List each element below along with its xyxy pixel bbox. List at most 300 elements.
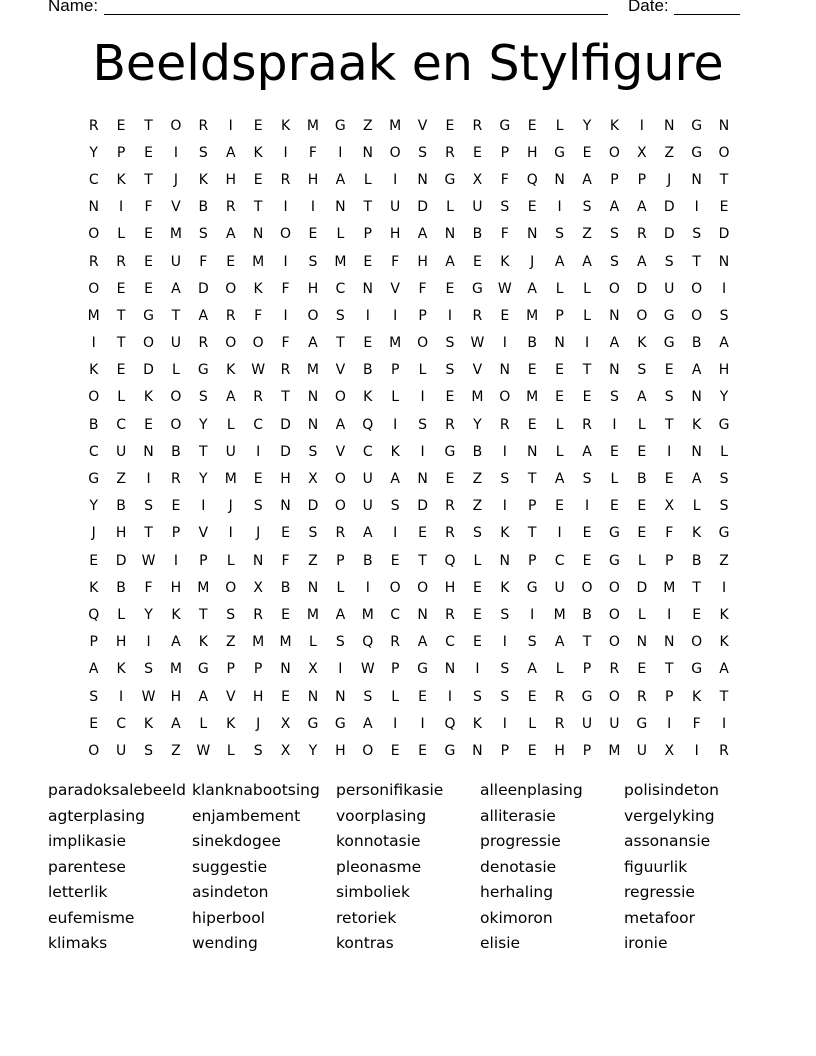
grid-letter[interactable]: K: [116, 661, 126, 678]
grid-letter[interactable]: I: [530, 606, 535, 623]
grid-letter[interactable]: G: [608, 552, 620, 569]
grid-letter[interactable]: U: [581, 715, 593, 732]
grid-letter[interactable]: O: [389, 579, 401, 596]
grid-letter[interactable]: S: [198, 389, 208, 406]
grid-letter[interactable]: I: [667, 715, 672, 732]
grid-letter[interactable]: E: [253, 471, 263, 488]
grid-letter[interactable]: I: [502, 498, 507, 515]
grid-letter[interactable]: H: [115, 634, 127, 651]
grid-letter[interactable]: L: [555, 416, 564, 433]
grid-letter[interactable]: I: [639, 117, 644, 134]
grid-letter[interactable]: M: [252, 634, 265, 651]
grid-letter[interactable]: T: [144, 525, 153, 542]
grid-letter[interactable]: S: [555, 226, 565, 243]
grid-letter[interactable]: Y: [144, 606, 153, 623]
grid-letter[interactable]: F: [418, 280, 427, 297]
grid-letter[interactable]: I: [283, 144, 288, 161]
grid-letter[interactable]: P: [637, 171, 647, 188]
grid-letter[interactable]: N: [554, 335, 565, 352]
grid-letter[interactable]: O: [225, 280, 237, 297]
date-field[interactable]: [674, 0, 740, 15]
grid-letter[interactable]: O: [334, 498, 346, 515]
grid-letter[interactable]: O: [88, 742, 100, 759]
grid-letter[interactable]: N: [362, 144, 373, 161]
grid-letter[interactable]: F: [254, 307, 263, 324]
grid-letter[interactable]: E: [527, 416, 537, 433]
grid-letter[interactable]: K: [226, 362, 236, 379]
grid-letter[interactable]: C: [253, 416, 264, 433]
grid-letter[interactable]: O: [608, 688, 620, 705]
grid-letter[interactable]: G: [608, 525, 620, 542]
grid-letter[interactable]: R: [636, 688, 647, 705]
grid-letter[interactable]: A: [171, 715, 181, 732]
grid-letter[interactable]: P: [582, 661, 592, 678]
grid-letter[interactable]: C: [116, 416, 126, 433]
grid-letter[interactable]: E: [281, 606, 290, 623]
grid-letter[interactable]: A: [582, 443, 592, 460]
grid-letter[interactable]: A: [225, 389, 236, 406]
name-field[interactable]: [104, 0, 608, 15]
grid-letter[interactable]: P: [418, 307, 427, 324]
grid-letter[interactable]: I: [338, 661, 343, 678]
grid-letter[interactable]: F: [665, 525, 674, 542]
grid-letter[interactable]: E: [226, 253, 236, 270]
grid-letter[interactable]: O: [417, 335, 429, 352]
grid-letter[interactable]: C: [390, 606, 401, 623]
grid-letter[interactable]: E: [555, 362, 565, 379]
grid-letter[interactable]: G: [88, 471, 100, 488]
grid-letter[interactable]: D: [636, 280, 648, 297]
grid-letter[interactable]: M: [334, 253, 347, 270]
grid-letter[interactable]: N: [636, 634, 648, 651]
grid-letter[interactable]: N: [554, 171, 565, 188]
grid-letter[interactable]: L: [117, 389, 126, 406]
grid-letter[interactable]: O: [170, 389, 182, 406]
grid-letter[interactable]: E: [664, 362, 674, 379]
grid-letter[interactable]: Z: [719, 552, 729, 569]
grid-letter[interactable]: K: [198, 171, 208, 188]
grid-letter[interactable]: S: [144, 498, 153, 515]
grid-letter[interactable]: M: [361, 606, 374, 623]
grid-letter[interactable]: K: [692, 416, 702, 433]
grid-letter[interactable]: M: [169, 226, 182, 243]
grid-letter[interactable]: A: [637, 253, 647, 270]
grid-letter[interactable]: E: [582, 144, 592, 161]
grid-letter[interactable]: T: [582, 634, 592, 651]
grid-letter[interactable]: A: [582, 171, 592, 188]
grid-letter[interactable]: I: [256, 443, 261, 460]
grid-letter[interactable]: K: [253, 144, 263, 161]
grid-letter[interactable]: K: [500, 253, 510, 270]
grid-letter[interactable]: V: [171, 199, 181, 216]
grid-letter[interactable]: I: [420, 715, 425, 732]
grid-letter[interactable]: A: [691, 362, 702, 379]
grid-letter[interactable]: N: [526, 443, 538, 460]
grid-letter[interactable]: O: [362, 742, 374, 759]
grid-letter[interactable]: D: [417, 498, 428, 515]
grid-letter[interactable]: B: [198, 199, 209, 216]
grid-letter[interactable]: E: [253, 117, 263, 134]
grid-letter[interactable]: L: [555, 443, 564, 460]
grid-letter[interactable]: E: [281, 688, 290, 705]
grid-letter[interactable]: M: [663, 579, 676, 596]
grid-letter[interactable]: E: [472, 634, 482, 651]
grid-letter[interactable]: A: [417, 634, 428, 651]
grid-letter[interactable]: S: [500, 688, 510, 705]
grid-letter[interactable]: V: [225, 688, 236, 705]
grid-letter[interactable]: B: [362, 552, 373, 569]
grid-letter[interactable]: D: [307, 498, 319, 515]
grid-letter[interactable]: P: [665, 688, 674, 705]
grid-letter[interactable]: R: [116, 253, 126, 270]
grid-letter[interactable]: S: [335, 307, 345, 324]
grid-letter[interactable]: Y: [199, 416, 208, 433]
grid-letter[interactable]: A: [582, 253, 592, 270]
grid-letter[interactable]: A: [719, 661, 729, 678]
grid-letter[interactable]: I: [420, 389, 425, 406]
grid-letter[interactable]: F: [500, 226, 509, 243]
grid-letter[interactable]: C: [554, 552, 565, 569]
grid-letter[interactable]: N: [444, 226, 456, 243]
grid-letter[interactable]: Z: [582, 226, 592, 243]
grid-letter[interactable]: V: [335, 443, 346, 460]
grid-letter[interactable]: Z: [116, 471, 126, 488]
grid-letter[interactable]: A: [527, 280, 537, 297]
grid-letter[interactable]: S: [198, 226, 208, 243]
grid-letter[interactable]: P: [500, 742, 510, 759]
grid-letter[interactable]: F: [308, 144, 317, 161]
grid-letter[interactable]: I: [91, 335, 96, 352]
grid-letter[interactable]: L: [473, 552, 482, 569]
grid-letter[interactable]: R: [171, 471, 181, 488]
grid-letter[interactable]: A: [362, 525, 373, 542]
grid-letter[interactable]: H: [115, 525, 127, 542]
grid-letter[interactable]: H: [335, 742, 346, 759]
grid-letter[interactable]: F: [500, 171, 509, 188]
grid-letter[interactable]: M: [471, 389, 484, 406]
grid-letter[interactable]: S: [308, 525, 318, 542]
grid-letter[interactable]: O: [718, 144, 730, 161]
grid-letter[interactable]: V: [198, 525, 209, 542]
grid-letter[interactable]: O: [581, 579, 593, 596]
grid-letter[interactable]: G: [444, 443, 456, 460]
grid-letter[interactable]: T: [664, 416, 674, 433]
grid-letter[interactable]: Y: [719, 389, 729, 406]
grid-letter[interactable]: A: [362, 715, 373, 732]
grid-letter[interactable]: T: [144, 117, 153, 134]
grid-letter[interactable]: Y: [308, 742, 318, 759]
grid-letter[interactable]: I: [310, 199, 316, 216]
grid-letter[interactable]: E: [609, 498, 619, 515]
grid-letter[interactable]: G: [718, 416, 730, 433]
grid-letter[interactable]: S: [418, 144, 428, 161]
grid-letter[interactable]: J: [530, 253, 535, 270]
grid-letter[interactable]: A: [527, 661, 537, 678]
grid-letter[interactable]: S: [609, 253, 619, 270]
grid-letter[interactable]: P: [253, 661, 263, 678]
grid-letter[interactable]: S: [253, 742, 263, 759]
grid-letter[interactable]: I: [475, 661, 480, 678]
grid-letter[interactable]: A: [417, 226, 428, 243]
grid-letter[interactable]: C: [335, 280, 346, 297]
grid-letter[interactable]: P: [500, 144, 510, 161]
grid-letter[interactable]: U: [390, 199, 401, 216]
grid-letter[interactable]: S: [664, 253, 674, 270]
grid-letter[interactable]: B: [637, 471, 647, 488]
grid-letter[interactable]: R: [253, 606, 263, 623]
grid-letter[interactable]: N: [718, 117, 730, 134]
grid-letter[interactable]: S: [198, 144, 208, 161]
grid-letter[interactable]: D: [197, 280, 209, 297]
grid-letter[interactable]: T: [692, 253, 701, 270]
grid-letter[interactable]: N: [499, 552, 511, 569]
grid-letter[interactable]: E: [308, 226, 318, 243]
grid-letter[interactable]: E: [472, 606, 482, 623]
grid-letter[interactable]: H: [280, 471, 291, 488]
grid-letter[interactable]: V: [390, 280, 400, 297]
grid-letter[interactable]: L: [309, 634, 317, 651]
grid-letter[interactable]: H: [225, 171, 236, 188]
grid-letter[interactable]: T: [363, 199, 373, 216]
grid-letter[interactable]: W: [497, 280, 512, 297]
grid-letter[interactable]: X: [637, 144, 647, 161]
grid-letter[interactable]: L: [391, 389, 400, 406]
grid-letter[interactable]: N: [417, 606, 428, 623]
grid-letter[interactable]: G: [444, 742, 456, 759]
grid-letter[interactable]: G: [691, 144, 703, 161]
grid-letter[interactable]: M: [526, 307, 539, 324]
grid-letter[interactable]: T: [281, 389, 290, 406]
grid-letter[interactable]: K: [500, 525, 510, 542]
grid-letter[interactable]: A: [198, 307, 209, 324]
grid-letter[interactable]: E: [637, 498, 647, 515]
grid-letter[interactable]: I: [584, 335, 590, 352]
grid-letter[interactable]: O: [307, 307, 319, 324]
grid-letter[interactable]: N: [252, 226, 264, 243]
grid-letter[interactable]: M: [87, 307, 100, 324]
grid-letter[interactable]: D: [417, 199, 428, 216]
grid-letter[interactable]: O: [88, 226, 100, 243]
grid-letter[interactable]: N: [691, 389, 702, 406]
grid-letter[interactable]: K: [171, 606, 181, 623]
grid-letter[interactable]: P: [336, 552, 345, 569]
grid-letter[interactable]: K: [226, 715, 236, 732]
grid-letter[interactable]: L: [336, 579, 345, 596]
grid-letter[interactable]: S: [500, 199, 510, 216]
grid-letter[interactable]: P: [116, 144, 126, 161]
grid-letter[interactable]: C: [88, 443, 99, 460]
grid-letter[interactable]: W: [141, 688, 156, 705]
grid-letter[interactable]: N: [691, 443, 702, 460]
grid-letter[interactable]: A: [691, 471, 702, 488]
grid-letter[interactable]: S: [664, 389, 674, 406]
grid-letter[interactable]: G: [718, 525, 730, 542]
grid-letter[interactable]: T: [336, 335, 345, 352]
grid-letter[interactable]: G: [663, 307, 675, 324]
grid-letter[interactable]: G: [526, 579, 538, 596]
grid-letter[interactable]: P: [390, 661, 400, 678]
grid-letter[interactable]: T: [527, 525, 537, 542]
grid-letter[interactable]: E: [555, 389, 565, 406]
grid-letter[interactable]: E: [89, 715, 99, 732]
grid-letter[interactable]: A: [198, 688, 209, 705]
grid-letter[interactable]: E: [445, 280, 455, 297]
grid-letter[interactable]: K: [390, 443, 400, 460]
grid-letter[interactable]: S: [500, 606, 510, 623]
grid-letter[interactable]: G: [554, 144, 566, 161]
grid-letter[interactable]: A: [554, 253, 565, 270]
grid-letter[interactable]: T: [719, 688, 729, 705]
grid-letter[interactable]: B: [116, 579, 126, 596]
grid-letter[interactable]: D: [280, 443, 291, 460]
grid-letter[interactable]: E: [144, 226, 153, 243]
grid-letter[interactable]: U: [636, 742, 647, 759]
grid-letter[interactable]: M: [279, 634, 292, 651]
grid-letter[interactable]: L: [583, 307, 591, 324]
grid-letter[interactable]: B: [280, 579, 291, 596]
grid-letter[interactable]: A: [390, 471, 400, 488]
grid-letter[interactable]: O: [608, 634, 620, 651]
grid-letter[interactable]: N: [335, 688, 346, 705]
grid-letter[interactable]: O: [608, 280, 620, 297]
grid-letter[interactable]: G: [444, 171, 456, 188]
grid-letter[interactable]: K: [116, 171, 126, 188]
grid-letter[interactable]: S: [472, 525, 482, 542]
grid-letter[interactable]: D: [143, 362, 154, 379]
grid-letter[interactable]: E: [527, 199, 537, 216]
grid-letter[interactable]: G: [197, 362, 209, 379]
grid-letter[interactable]: N: [280, 498, 291, 515]
grid-letter[interactable]: Y: [473, 416, 482, 433]
grid-letter[interactable]: E: [445, 471, 455, 488]
grid-letter[interactable]: N: [362, 280, 373, 297]
grid-letter[interactable]: A: [637, 389, 647, 406]
grid-letter[interactable]: T: [171, 307, 181, 324]
grid-letter[interactable]: E: [582, 389, 592, 406]
grid-letter[interactable]: T: [116, 335, 126, 352]
grid-letter[interactable]: P: [555, 307, 564, 324]
grid-letter[interactable]: S: [719, 471, 729, 488]
grid-letter[interactable]: N: [88, 199, 99, 216]
grid-letter[interactable]: F: [692, 715, 701, 732]
grid-letter[interactable]: G: [691, 661, 703, 678]
grid-letter[interactable]: U: [554, 579, 565, 596]
grid-letter[interactable]: B: [362, 362, 373, 379]
grid-letter[interactable]: M: [389, 117, 402, 134]
grid-letter[interactable]: Q: [444, 715, 456, 732]
grid-letter[interactable]: E: [527, 117, 537, 134]
grid-letter[interactable]: Z: [472, 471, 483, 488]
grid-letter[interactable]: W: [470, 335, 485, 352]
grid-letter[interactable]: R: [609, 661, 620, 678]
grid-letter[interactable]: L: [528, 715, 537, 732]
grid-letter[interactable]: R: [499, 416, 510, 433]
grid-letter[interactable]: F: [281, 280, 290, 297]
grid-letter[interactable]: R: [445, 606, 455, 623]
grid-letter[interactable]: G: [663, 335, 675, 352]
grid-letter[interactable]: I: [365, 307, 370, 324]
grid-letter[interactable]: A: [88, 661, 99, 678]
grid-letter[interactable]: I: [283, 199, 288, 216]
grid-letter[interactable]: L: [363, 171, 372, 188]
grid-letter[interactable]: E: [445, 389, 455, 406]
grid-letter[interactable]: B: [691, 552, 702, 569]
grid-letter[interactable]: E: [171, 498, 181, 515]
grid-letter[interactable]: N: [609, 362, 620, 379]
grid-letter[interactable]: K: [472, 715, 482, 732]
grid-letter[interactable]: A: [335, 416, 346, 433]
grid-letter[interactable]: N: [417, 171, 428, 188]
grid-letter[interactable]: N: [280, 661, 291, 678]
grid-letter[interactable]: E: [116, 362, 126, 379]
grid-letter[interactable]: H: [307, 280, 319, 297]
grid-letter[interactable]: T: [144, 171, 153, 188]
grid-letter[interactable]: R: [445, 525, 455, 542]
grid-letter[interactable]: P: [171, 525, 181, 542]
grid-letter[interactable]: J: [667, 171, 672, 188]
grid-letter[interactable]: S: [144, 742, 153, 759]
grid-letter[interactable]: K: [143, 389, 154, 406]
grid-letter[interactable]: K: [280, 117, 291, 134]
grid-letter[interactable]: D: [280, 416, 291, 433]
grid-letter[interactable]: G: [691, 117, 703, 134]
grid-letter[interactable]: S: [500, 661, 510, 678]
grid-letter[interactable]: I: [119, 199, 124, 216]
grid-letter[interactable]: W: [141, 552, 156, 569]
grid-letter[interactable]: R: [198, 117, 209, 134]
grid-letter[interactable]: E: [555, 498, 565, 515]
grid-letter[interactable]: R: [445, 498, 455, 515]
grid-letter[interactable]: Q: [362, 634, 374, 651]
grid-letter[interactable]: S: [582, 199, 592, 216]
grid-letter[interactable]: I: [228, 525, 233, 542]
grid-letter[interactable]: A: [171, 634, 181, 651]
grid-letter[interactable]: U: [472, 199, 483, 216]
grid-letter[interactable]: K: [692, 525, 702, 542]
grid-letter[interactable]: E: [418, 742, 427, 759]
grid-letter[interactable]: I: [721, 579, 727, 596]
grid-letter[interactable]: E: [144, 280, 153, 297]
grid-letter[interactable]: L: [692, 498, 701, 515]
grid-letter[interactable]: A: [609, 335, 620, 352]
grid-letter[interactable]: X: [253, 579, 263, 596]
grid-letter[interactable]: E: [363, 253, 373, 270]
grid-letter[interactable]: R: [554, 715, 565, 732]
grid-letter[interactable]: Z: [171, 742, 181, 759]
grid-letter[interactable]: R: [253, 389, 263, 406]
grid-letter[interactable]: R: [445, 416, 455, 433]
grid-letter[interactable]: J: [256, 525, 261, 542]
grid-letter[interactable]: R: [225, 307, 236, 324]
grid-letter[interactable]: I: [146, 634, 151, 651]
grid-letter[interactable]: V: [472, 362, 483, 379]
grid-letter[interactable]: I: [584, 498, 590, 515]
grid-letter[interactable]: B: [88, 416, 99, 433]
grid-letter[interactable]: E: [144, 253, 153, 270]
grid-letter[interactable]: S: [89, 688, 99, 705]
grid-letter[interactable]: N: [307, 579, 319, 596]
grid-letter[interactable]: B: [527, 335, 537, 352]
grid-letter[interactable]: T: [199, 443, 208, 460]
grid-letter[interactable]: O: [170, 117, 182, 134]
grid-letter[interactable]: N: [143, 443, 154, 460]
grid-letter[interactable]: L: [336, 226, 345, 243]
grid-letter[interactable]: O: [88, 280, 100, 297]
grid-letter[interactable]: X: [664, 742, 675, 759]
grid-letter[interactable]: O: [691, 634, 703, 651]
grid-letter[interactable]: Q: [362, 416, 374, 433]
grid-letter[interactable]: L: [199, 715, 208, 732]
